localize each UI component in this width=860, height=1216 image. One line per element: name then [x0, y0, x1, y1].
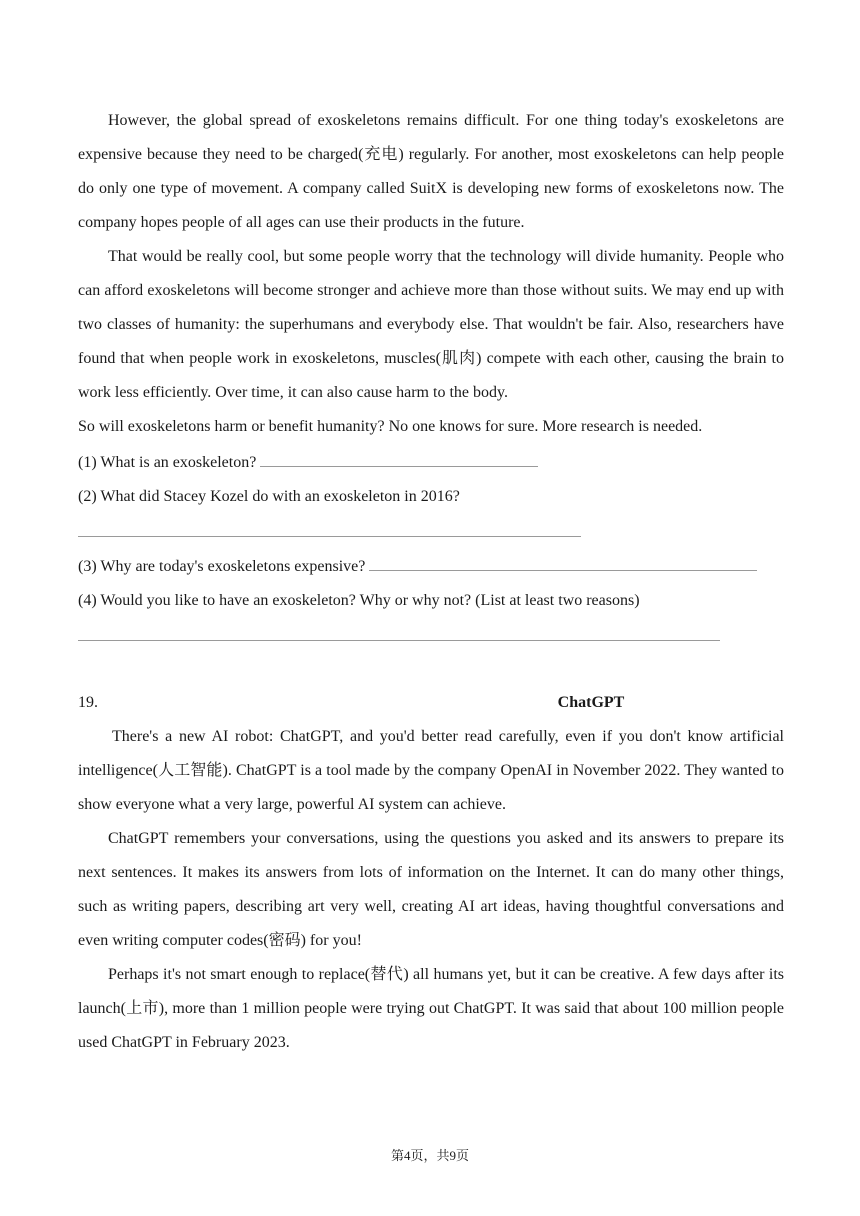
passage-paragraph: There's a new AI robot: ChatGPT, and you'd better read carefully, even if you don't know artificial intelligence(人工智能). ChatGPT is a tool made by the company OpenAI in November 2022. They wanted to show everyone what a very large, powerful AI system can achieve. [78, 728, 784, 813]
question-2 [78, 480, 784, 514]
question-4-text: (4) Would you like to have an exoskeleton? Why or why not? (List at least two reasons) [78, 592, 640, 609]
answer-blank-2[interactable] [78, 514, 784, 548]
page-content [78, 104, 784, 1060]
question-1-text: (1) What is an exoskeleton? [78, 454, 257, 471]
passage-title: ChatGPT [557, 694, 625, 711]
section-gap [78, 652, 784, 686]
question-4 [78, 584, 784, 618]
passage-paragraph: However, the global spread of exoskeletons remains difficult. For one thing today's exoskeletons are expensive because they need to be charged(充电) regularly. For another, most exoskeletons can help people do only one type of movement. A company called SuitX is developing new forms of exoskeletons now. The company hopes people of all ages can use their products in the future. [78, 112, 784, 231]
passage-paragraph: That would be really cool, but some people worry that the technology will divide humanity. People who can afford exoskeletons will become stronger and achieve more than those without suits. We may end up with two classes of humanity: the superhumans and everybody else. That wouldn't be fair. Also, researchers have found that when people work in exoskeletons, muscles(肌肉) compete with each other, causing the brain to work less efficiently. Over time, it can also cause harm to the body. [78, 248, 784, 401]
question-19-header [78, 686, 784, 720]
passage-paragraph: Perhaps it's not smart enough to replace(替代) all humans yet, but it can be creative. A few days after its launch(上市), more than 1 million people were trying out ChatGPT. It was said that about 100 million people used ChatGPT in February 2023. [78, 966, 784, 1051]
answer-blank-4[interactable] [78, 618, 784, 652]
page-footer: 第4页，共9页 [390, 1148, 469, 1163]
question-3 [78, 548, 784, 584]
passage-closing: So will exoskeletons harm or benefit humanity? No one knows for sure. More research is needed. [78, 418, 703, 435]
answer-blank-3[interactable] [369, 548, 757, 571]
question-number: 19. [78, 694, 98, 711]
question-1 [78, 444, 784, 480]
question-2-text: (2) What did Stacey Kozel do with an exoskeleton in 2016? [78, 488, 460, 505]
passage-paragraph: ChatGPT remembers your conversations, using the questions you asked and its answers to prepare its next sentences. It makes its answers from lots of information on the Internet. It can do many other things, such as writing papers, describing art very well, creating AI art ideas, having thoughtful conversations and even writing computer codes(密码) for you! [78, 830, 784, 949]
question-3-text: (3) Why are today's exoskeletons expensive? [78, 558, 366, 575]
answer-blank-1[interactable] [260, 444, 538, 467]
